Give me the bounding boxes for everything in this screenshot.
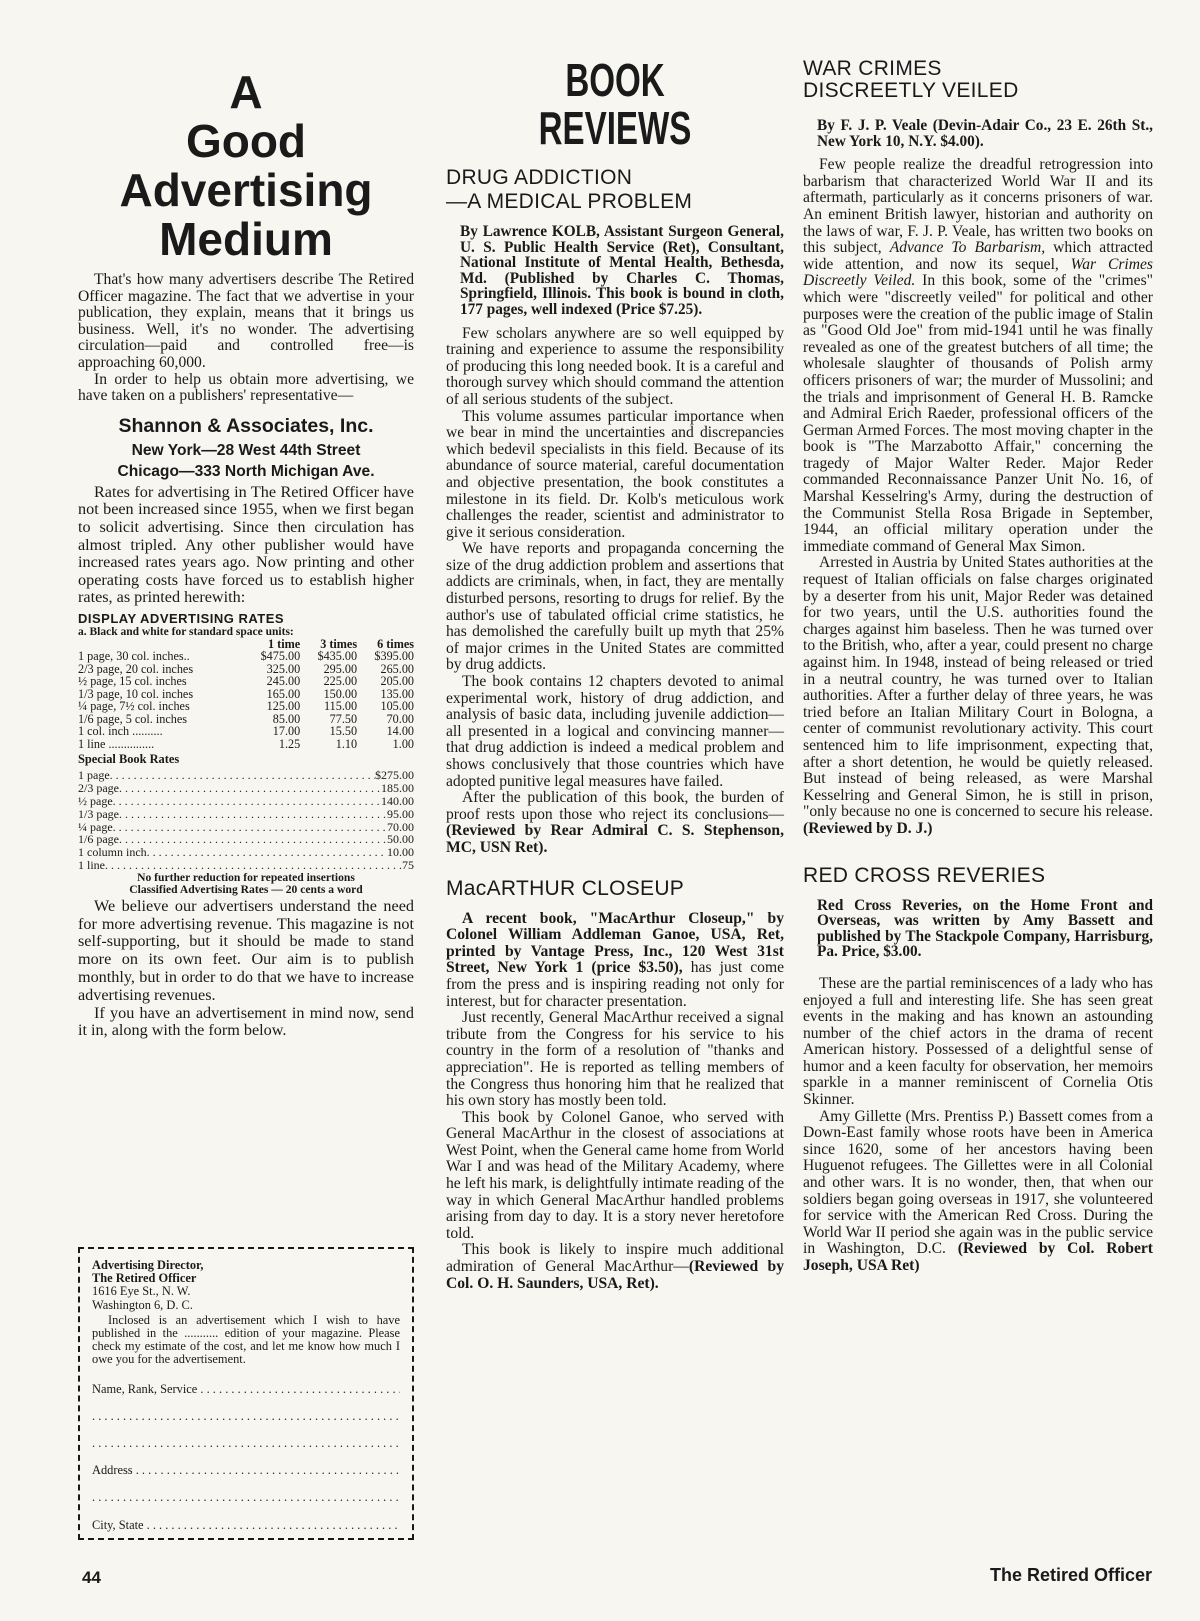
special-rate-label: 1 line bbox=[78, 857, 105, 872]
war-text: In this book, some of the "crimes" which were "discreetly veiled" for political and other purposes were the creation of the public image of Stalin as "Good Old Joe" from mid-1941 until he was finally revealed as one of the greatest butchers of all time; the wholesale slaughter of thousands of Polish army officers prisoners of war; the murder of Mussolini; and the trials and imprisonment of General H. B. Ramcke and Admiral Erich Raeder, professional officers of the German Armed Forces. The most moving chapter in the book is "The Marzabotto Affair," concerning the tragedy of Major Walter Reder. Major Reder commanded Reconnaissance Panzer Unit No. 16, of Marshal Kesselring's Army, during the destruction of the Communist Stella Rosa Brigade in September, 1944, an official military operation under the immediate command of General Max Simon. bbox=[803, 272, 1153, 555]
rate-value: 85.00 bbox=[272, 711, 301, 726]
special-rate-label: 1 page bbox=[78, 768, 110, 783]
form-name-label: Name, Rank, Service bbox=[92, 1381, 198, 1396]
special-rate-row bbox=[78, 795, 414, 808]
drug-byline: By Lawrence KOLB, Assistant Surgeon General, U. S. Public Health Service (Ret), Consultant, National Institute of Mental Health, Bethesda, Md. (Published by Charles C. Thomas, Springfield, Illinois. This book is bound in cloth, 177 pages, well indexed (Price $7.25). bbox=[460, 223, 784, 318]
rate-value: 135.00 bbox=[380, 686, 414, 701]
special-rate-row bbox=[78, 859, 414, 872]
special-rate-label: 2/3 page bbox=[78, 781, 119, 796]
rate-col-header: 3 times bbox=[320, 636, 358, 651]
red-cross-text: Amy Gillette (Mrs. Prentiss P.) Bassett comes from a Down-East family whose roots have been in America since 1620, some of her ancestors having been Huguenot refugees. The Gillettes were in all Colonial and other wars. It is no wonder, then, that when our soldiers began going overseas in 1917, she volunteered for service with the American Red Cross. During the World War II period she again was in the public service in Washington, D.C. bbox=[803, 1107, 1153, 1258]
form-address-field[interactable] bbox=[92, 1464, 400, 1477]
form-blank-line[interactable] bbox=[92, 1491, 400, 1504]
rate-value: 77.50 bbox=[329, 711, 358, 726]
rate-value: 1.25 bbox=[278, 736, 301, 751]
advertising-column bbox=[78, 58, 414, 1040]
special-rate-value: .75 bbox=[399, 857, 414, 872]
publication-name: The Retired Officer bbox=[989, 1565, 1152, 1585]
drug-paragraph: We have reports and propaganda concerning the size of the drug addiction problem and assertions that addicts are criminals, when, in fact, they are mentally disturbed persons, resorting to drugs for relief. By the author's use of tabulated official crime statistics, he has demolished the carefully built up myth that 25% of major crimes in the United States are committed by drug addicts. bbox=[446, 540, 784, 674]
rates-paragraph: Rates for advertising in The Retired Officer have not been increased since 1955, when we first began to solicit advertising. Since then circulation has almost tripled. Any other publisher would have increased rates years ago. Now printing and other operating costs have forced us to establish higher rates, as printed herewith: bbox=[78, 482, 414, 607]
special-rate-value: 70.00 bbox=[387, 819, 414, 834]
rate-label: ½ page, 15 col. inches bbox=[78, 674, 187, 689]
ad-headline-line: Advertising bbox=[119, 164, 373, 216]
drug-paragraph: Few scholars anywhere are so well equipped by training and experience to assume the responsibility of producing this long needed book. It is a careful and thorough survey which should command the attention of all serious students of the subject. bbox=[446, 324, 784, 408]
special-rates-list bbox=[78, 769, 414, 871]
drug-paragraph bbox=[446, 790, 784, 856]
form-address-line: Advertising Director, bbox=[92, 1258, 204, 1272]
rate-col-header: 1 time bbox=[268, 636, 301, 651]
drug-paragraph: The book contains 12 chapters devoted to animal experimental work, history of drug addiction, and analysis of basic data, including juvenile addiction—all presented in a logical and convincing manner—that drug addiction is indeed a medical problem and shows conclusively that those countries which have adopted punitive legal measures have failed. bbox=[446, 673, 784, 790]
rate-value: 14.00 bbox=[386, 724, 414, 739]
macarthur-reviewer: (Reviewed by Col. O. H. Saunders, USA, Ret). bbox=[446, 1258, 784, 1292]
rate-value: 1.10 bbox=[335, 736, 358, 751]
war-book-title: Advance To Barbarism, bbox=[889, 239, 1046, 257]
rate-value: 17.00 bbox=[272, 724, 301, 739]
rate-value: 265.00 bbox=[380, 661, 414, 676]
war-text: which attracted wide attention, and now its sequel, bbox=[803, 239, 1153, 273]
war-book-title: War Crimes Discreetly Veiled. bbox=[803, 255, 1153, 290]
rate-value: 115.00 bbox=[324, 699, 358, 714]
rate-label: 1/6 page, 5 col. inches bbox=[78, 711, 187, 726]
war-paragraph bbox=[803, 157, 1153, 555]
red-cross-paragraph bbox=[803, 1109, 1153, 1275]
reviews-column-right bbox=[803, 58, 1153, 1275]
believe-paragraph: We believe our advertisers understand the need for more advertising revenue. This magazine is not self-supporting, but it should be made to stand more on its own feet. Our aim is to publish monthly, but in order to do that we have to increase advertising revenues. bbox=[78, 896, 414, 1004]
rate-value: $395.00 bbox=[374, 649, 414, 664]
classified-note: Classified Advertising Rates — 20 cents a word bbox=[129, 882, 363, 896]
ad-headline-line: A bbox=[229, 66, 263, 118]
form-address-label: Address bbox=[92, 1463, 133, 1478]
macarthur-closing: This book is likely to inspire much additional admiration of General MacArthur— bbox=[446, 1241, 784, 1276]
drug-paragraph: This volume assumes particular importance when we bear in mind the uncertainties and discrepancies which bedevil specialists in this field. Because of its abundance of source material, careful documentation and objective presentation, the book constitutes a milestone in its field. Dr. Kolb's meticulous work challenges the reader, scientist and administrator to give it serious consideration. bbox=[446, 407, 784, 541]
form-address-line: 1616 Eye St., N. W. bbox=[92, 1284, 191, 1299]
rate-value: 225.00 bbox=[323, 674, 358, 689]
advertisement-order-form bbox=[78, 1247, 414, 1540]
ad-headline bbox=[78, 68, 414, 264]
rate-value: 105.00 bbox=[380, 699, 414, 714]
rep-chicago: Chicago—333 North Michigan Ave. bbox=[117, 462, 375, 480]
rate-label: 1 page, 30 col. inches.. bbox=[78, 649, 190, 664]
no-reduction-note: No further reduction for repeated insertions bbox=[137, 870, 355, 884]
reviews-column bbox=[446, 54, 785, 1292]
ad-headline-line: Good bbox=[185, 115, 307, 167]
war-paragraph bbox=[803, 555, 1153, 837]
drug-closing: After the publication of this book, the burden of proof rests upon those who reject its conclusions— bbox=[446, 789, 784, 823]
special-rate-label: 1/3 page bbox=[78, 806, 119, 821]
rate-value: 245.00 bbox=[266, 674, 301, 689]
macarthur-heading: MacARTHUR CLOSEUP bbox=[446, 876, 685, 900]
macarthur-paragraph: Just recently, General MacArthur received a signal tribute from the Congress for his service to his country in the form of a resolution of "thanks and appreciation". He is reported as telling members of the Congress thus honoring him that he realized that his own story has mostly been told. bbox=[446, 1009, 784, 1110]
special-rate-row bbox=[78, 769, 414, 782]
special-rate-value: 95.00 bbox=[387, 806, 414, 821]
special-rate-row bbox=[78, 821, 414, 834]
rate-value: $475.00 bbox=[260, 649, 301, 664]
special-rate-row bbox=[78, 782, 414, 795]
form-city-field[interactable] bbox=[92, 1519, 400, 1532]
special-rate-label: ¼ page bbox=[78, 819, 113, 834]
rate-value: 125.00 bbox=[266, 699, 301, 714]
form-blank-line[interactable] bbox=[92, 1437, 400, 1450]
form-body-text: Inclosed is an advertisement which I wish to have published in the ........... edition of your magazine. Please check my estimate of the cost, and let me know how much I owe you for the advertisement. bbox=[92, 1312, 400, 1367]
rate-col-header: 6 times bbox=[377, 636, 414, 651]
ad-intro-paragraph: In order to help us obtain more advertising, we have taken on a publishers' representative— bbox=[78, 370, 414, 405]
war-reviewer: (Reviewed by D. J.) bbox=[803, 819, 933, 837]
rate-label: 1 line ............... bbox=[78, 736, 155, 751]
rep-new-york: New York—28 West 44th Street bbox=[131, 441, 361, 459]
special-rate-label: 1 column inch bbox=[78, 845, 147, 860]
rate-value: 295.00 bbox=[323, 661, 358, 676]
display-rates-title: DISPLAY ADVERTISING RATES bbox=[78, 610, 285, 626]
rate-value: 15.50 bbox=[329, 724, 358, 739]
rate-value: 325.00 bbox=[266, 661, 301, 676]
macarthur-intro-rest: has just come from the press and is inspiring reading not only for interest, but for character presentation. bbox=[446, 959, 785, 1010]
war-crimes-heading bbox=[803, 58, 1153, 102]
special-rate-row bbox=[78, 808, 414, 821]
rate-label: 2/3 page, 20 col. inches bbox=[78, 661, 194, 676]
special-rate-row bbox=[78, 846, 414, 859]
form-address-line: The Retired Officer bbox=[92, 1271, 197, 1286]
special-rate-value: 185.00 bbox=[381, 781, 414, 796]
red-cross-byline: Red Cross Reveries, on the Home Front and Overseas, was written by Amy Bassett and published by The Stackpole Company, Harrisburg, Pa. Price, $3.00. bbox=[817, 896, 1153, 961]
rate-value: 150.00 bbox=[323, 686, 358, 701]
special-rate-value: 10.00 bbox=[387, 845, 414, 860]
send-paragraph: If you have an advertisement in mind now, send it in, along with the form below. bbox=[78, 1003, 414, 1040]
drug-heading-line: DRUG ADDICTION bbox=[446, 166, 633, 189]
macarthur-paragraph bbox=[446, 911, 784, 1011]
rate-row bbox=[78, 738, 414, 751]
war-text: Arrested in Austria by United States authorities at the request of Italian officials on false charges originated by a deserter from his unit, Major Reder was detained for two years, until the U.S. authorities found the charges against him baseless. Then he was turned over to the British, who, after a year, could present no charge against him. In 1948, instead of being released or tried in a neutral country, he was turned over to Italian authorities. After a further delay of three years, he was tried before an Italian Military Court in Bologna, a center of communist revolutionary activity. This court sentenced him to life imprisonment, expecting that, after a short detention, he would be quietly released. But instead of being released, as were Marshal Kesselring and General Simon, he is still in prison, "only because no one is concerned to secure his release. bbox=[803, 554, 1153, 821]
special-rate-value: 140.00 bbox=[381, 794, 414, 808]
drug-review-heading bbox=[446, 166, 784, 214]
page-number: 44 bbox=[82, 1568, 101, 1587]
book-reviews-title: BOOK REVIEWS bbox=[538, 54, 692, 154]
war-heading-line: DISCREETLY VEILED bbox=[803, 79, 1019, 102]
rate-label: 1/3 page, 10 col. inches bbox=[78, 686, 194, 701]
rep-name: Shannon & Associates, Inc. bbox=[118, 414, 374, 437]
red-cross-paragraph: These are the partial reminiscences of a lady who has enjoyed a full and interesting life. She has seen great events in the making and has known an astounding number of the chief actors in the drama of recent American history. Possessed of a delightful sense of humor and a keen faculty for observation, her memoirs sparkle in a manner reminiscent of Cornelia Otis Skinner. bbox=[803, 974, 1153, 1109]
rate-value: 205.00 bbox=[380, 674, 414, 689]
special-rate-label: 1/6 page bbox=[78, 832, 119, 847]
rate-value: $435.00 bbox=[317, 649, 358, 664]
war-text: Few people realize the dreadful retrogression into barbarism that characterized World War II and its aftermath, particularly as it concerns prisoners of war. An eminent British lawyer, historian and authority on the laws of war, F. J. P. Veale, has written two books on this subject, bbox=[803, 156, 1153, 257]
rate-value: 1.00 bbox=[392, 736, 414, 751]
drug-heading-line: —A MEDICAL PROBLEM bbox=[446, 190, 693, 213]
war-heading-line: WAR CRIMES bbox=[803, 57, 942, 80]
drug-reviewer: (Reviewed by Rear Admiral C. S. Stephenson, MC, USN Ret). bbox=[446, 822, 784, 856]
ad-intro-paragraph: That's how many advertisers describe The Retired Officer magazine. The fact that we advertise in your publication, they explain, means that it brings us business. Well, it's no wonder. The advertising circulation—paid and controlled free—is approaching 60,000. bbox=[78, 271, 414, 371]
special-rate-label: ½ page bbox=[78, 794, 113, 808]
display-rates-note: a. Black and white for standard space units: bbox=[78, 625, 294, 638]
ad-headline-line: Medium bbox=[159, 213, 333, 265]
special-rate-value: $275.00 bbox=[375, 768, 414, 783]
red-cross-reviewer: (Reviewed by Col. Robert Joseph, USA Ret) bbox=[803, 1240, 1153, 1274]
rate-value: 70.00 bbox=[386, 711, 414, 726]
macarthur-paragraph: This book by Colonel Ganoe, who served with General MacArthur in the closest of associations at West Point, when the General came home from World War I and was head of the Military Academy, where he left his mark, is delightfully intimate reading of the way in which General MacArthur handled problems arising from day to day. It is a story never heretofore told. bbox=[446, 1108, 784, 1242]
form-city-label: City, State bbox=[92, 1517, 144, 1532]
red-cross-heading: RED CROSS REVERIES bbox=[803, 863, 1046, 887]
macarthur-intro-bold: A recent book, "MacArthur Closeup," by Colonel William Addleman Ganoe, USA, Ret, printed by Vantage Press, Inc., 120 West 31st Street, New York 1 (price $3.50), bbox=[446, 909, 784, 977]
war-byline: By F. J. P. Veale (Devin-Adair Co., 23 E. 26th St., New York 10, N.Y. $4.00). bbox=[817, 117, 1153, 150]
rate-label: 1 col. inch .......... bbox=[78, 724, 163, 739]
display-rates-table bbox=[78, 638, 414, 751]
macarthur-paragraph bbox=[446, 1242, 784, 1292]
rate-value: 165.00 bbox=[266, 686, 301, 701]
form-blank-line[interactable] bbox=[92, 1410, 400, 1423]
form-address-line: Washington 6, D. C. bbox=[92, 1297, 193, 1312]
rate-label: ¼ page, 7½ col. inches bbox=[78, 699, 190, 714]
form-name-field[interactable] bbox=[92, 1383, 400, 1396]
special-rates-title: Special Book Rates bbox=[78, 752, 180, 767]
special-rate-value: 50.00 bbox=[387, 832, 414, 847]
